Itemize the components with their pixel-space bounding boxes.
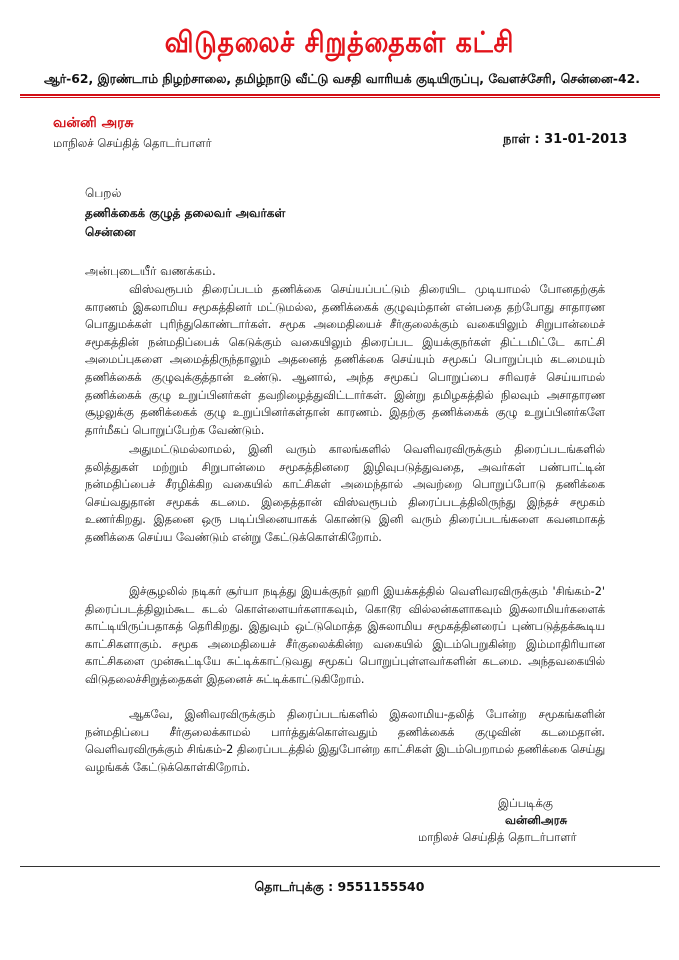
header-divider-thin (20, 97, 660, 98)
signature-name: வன்னிஅரசு (505, 813, 568, 827)
sender-role: மாநிலச் செய்தித் தொடர்பாளர் (53, 136, 212, 150)
organization-title: விடுதலைச் சிறுத்தைகள் கட்சி (164, 25, 515, 59)
recipient-city: சென்னை (85, 225, 136, 239)
signature-closing: இப்படிக்கு (498, 796, 553, 810)
organization-address: ஆர்-62, இரண்டாம் நிழற்சாலை, தமிழ்நாடு வீட்டு வசதி வாரியக் குடியிருப்பு, வேளச்சேரி, சென்னை-42. (44, 71, 640, 86)
body-paragraph-2: அதுமட்டுமல்லாமல், இனி வரும் காலங்களில் வெளிவரவிருக்கும் திரைப்படங்களில் தலித்துகள் மற்றும் சிறுபான்மை சமூகத்தினரை இழிவுபடுத்துவதை, அவர்கள் பண்பாட்டின் நன்மதிப்பைச் சீரழிக்கிற வகையில் காட்சிகள் அமைந்தால் அவற்றை பொறுப்போடு தணிக்கை செய்வதுதான் சமூகக் கடமை. இதைத்தான் விஸ்வரூபம் திரைப்படத்திலிருந்து இந்தச் சமூகம் உணர்கிறது. இதனை ஒரு படிப்பினையாகக் கொண்டு இனி வரும் திரைப்படங்களை கவனமாகத் தணிக்கை செய்ய வேண்டும் என்று கேட்டுக்கொள்கிறோம். (85, 443, 605, 544)
header-divider (20, 94, 660, 96)
recipient-title: தணிக்கைக் குழுத் தலைவர் அவர்கள் (85, 206, 286, 220)
recipient-label: பெறல் (85, 186, 122, 200)
letter-date: நாள் : 31-01-2013 (503, 132, 628, 147)
body-paragraph-4: ஆகவே, இனிவரவிருக்கும் திரைப்படங்களில் இசுலாமிய-தலித் போன்ற சமூகங்களின் நன்மதிப்பை சீர்குலைக்காமல் பார்த்துக்கொள்வதும் தணிக்கைக் குழுவின் கடமைதான். வெளிவரவிருக்கும் சிங்கம்-2 திரைப்படத்தில் இதுபோன்ற காட்சிகள் இடம்பெறாமல் தணிக்கை செய்து வழங்கக் கேட்டுக்கொள்கிறோம். (85, 708, 605, 774)
body-paragraph-3: இச்சூழலில் நடிகர் சூர்யா நடித்து இயக்குநர் ஹரி இயக்கத்தில் வெளிவரவிருக்கும் 'சிங்கம்-2' திரைப்படத்திலும்கூட கடல் கொள்ளையர்களாகவும், கொடூர வில்லன்களாகவும் இசுலாமியர்களைக் காட்டியிருப்பதாகத் தெரிகிறது. இதுவும் ஒட்டுமொத்த இசுலாமிய சமூகத்தினரைப் புண்படுத்தக்கூடிய காட்சிகளாகும். சமூக அமைதியைச் சீர்குலைக்கின்ற வகையில் இடம்பெறுகின்ற இம்மாதிரியான காட்சிகளை முன்கூட்டியே சுட்டிக்காட்டுவது சமூகப் பொறுப்புள்ளவர்களின் கடமை. அந்தவகையில் விடுதலைச்சிறுத்தைகள் இதனைச் சுட்டிக்காட்டுகிறோம். (85, 585, 605, 686)
footer-divider (20, 866, 660, 867)
salutation: அன்புடையீர் வணக்கம். (85, 264, 216, 278)
footer-contact: தொடர்புக்கு : 9551155540 (254, 879, 425, 894)
body-paragraph-1: விஸ்வரூபம் திரைப்படம் தணிக்கை செய்யப்பட்டும் திரையிட முடியாமல் போனதற்குக் காரணம் இசுலாமிய சமூகத்தினர் மட்டுமல்ல, தணிக்கைக் குழுவும்தான் என்பதை தற்போது சாதாரண பொதுமக்கள் புரிந்துகொண்டார்கள். சமூக அமைதியைச் சீர்குலைக்கும் வகையிலும் சிறுபான்மைச் சமூகத்தின் நன்மதிப்பைக் கெடுக்கும் வகையிலும் திரைப்பட இயக்குநர்கள் திட்டமிட்டே காட்சி அமைப்புகளை அமைத்திருந்தாலும் அதனைத் தணிக்கை செய்யும் சமூகப் பொறுப்பும் கடமையும் தணிக்கைக் குழுவுக்குத்தான் உண்டு. ஆனால், அந்த சமூகப் பொறுப்பை சரிவரச் செய்யாமல் தணிக்கைக் குழு உறுப்பினர்கள் தவறிழைத்துவிட்டார்கள். இன்று தமிழகத்தில் நிலவும் அசாதாரண சூழலுக்கு தணிக்கைக் குழு உறுப்பினர்கள்தான் காரணம். இதற்கு தணிக்கைக் குழு உறுப்பினர்களே தார்மீகப் பொறுப்பேற்க வேண்டும். (85, 283, 605, 437)
sender-name: வன்னி அரசு (53, 115, 134, 131)
signature-role: மாநிலச் செய்தித் தொடர்பாளர் (418, 830, 577, 844)
